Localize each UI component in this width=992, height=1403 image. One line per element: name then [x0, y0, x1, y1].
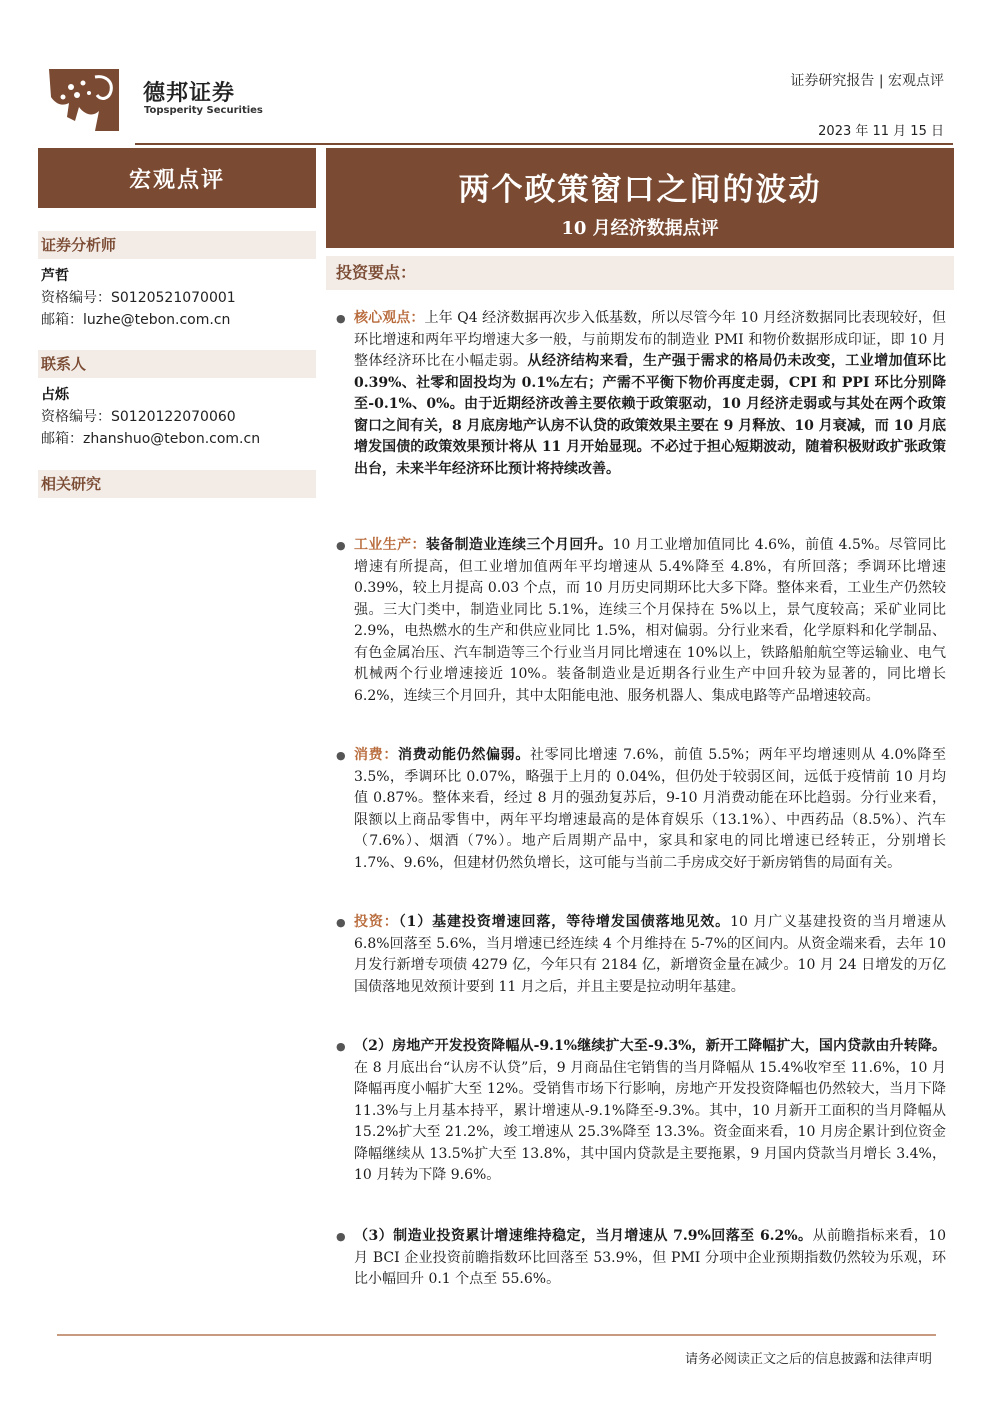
title-banner: [326, 148, 954, 248]
paragraph-investment-realestate: [336, 1036, 946, 1187]
report-subtitle: 10 月经济数据点评: [561, 218, 719, 239]
footer-divider: [57, 1334, 936, 1336]
contact-cert: 资格编号：S0120122070060: [41, 409, 236, 425]
bullet-icon: ●: [336, 749, 346, 762]
paragraph-bold: （1）基建投资增速回落，等待增发国债落地见效。: [398, 914, 731, 930]
paragraph-label: 工业生产：: [354, 537, 426, 553]
paragraph-label: 投资：: [354, 914, 399, 930]
paragraph-investment-manufacturing: [336, 1226, 946, 1291]
report-title: 两个政策窗口之间的波动: [458, 172, 822, 208]
paragraph-bold: （3）制造业投资累计增速维持稳定，当月增速从 7.9%回落至 6.2%。: [354, 1228, 813, 1244]
contact-heading: 联系人: [38, 350, 316, 378]
paragraph-text: 10 月工业增加值同比 4.6%，前值 4.5%。尽管同比增速有所提高，但工业增加值两年平均增速从 5.4%降至 4.8%，有所回落；季调环比增速 0.39%，较上月提高 0.03 个点，而 10 月历史同期环比大多下降。整体来看，工业生产仍然较强。三大门类中，制造业同比 5.1%，连续三个月保持在 5%以上，景气度较高；采矿业同比 2.9%，电热燃水的生产和供应业同比 1.5%，相对偏弱。分行业来看，化学原料和化学制品、有色金属冶压、汽车制造等三个行业当月同比增速在 10%以上，铁路船舶航空等运输业、电气机械两个行业增速接近 10%。装备制造业是近期各行业生产中回升较为显著的，同比增长 6.2%，连续三个月回升，其中太阳能电池、服务机器人、集成电路等产品增速较高。: [354, 537, 947, 704]
paragraph-bold: （2）房地产开发投资降幅从-9.1%继续扩大至-9.3%，新开工降幅扩大，国内贷款由升转降。: [354, 1038, 946, 1054]
paragraph-text: 在 8 月底出台“认房不认贷”后，9 月商品住宅销售的当月降幅从 15.4%收窄至 11.6%，10 月降幅再度小幅扩大至 12%。受销售市场下行影响，房地产开发投资降幅也仍然较大，当月下降 11.3%与上月基本持平，累计增速从-9.1%降至-9.3%。其中，10 月新开工面积的当月降幅从 15.2%扩大至 21.2%，竣工增速从 25.3%降至 13.3%。资金面来看，10 月房企累计到位资金降幅继续从 13.5%扩大至 13.8%，其中国内贷款是主要拖累，9 月国内贷款当月增长 3.4%，10 月转为下降 9.6%。: [354, 1059, 946, 1183]
paragraph-text: 10 月广义基建投资的当月增速从 6.8%回落至 5.6%，当月增速已经连续 4 个月维持在 5-7%的区间内。从资金端来看，去年 10 月发行新增专项债 4279 亿，今年只有 2184 亿，新增资金量在减少。10 月 24 日增发的万亿国债落地见效预计要到 11 月之后，并且主要是拉动明年基建。: [354, 914, 947, 995]
analyst-cert: 资格编号：S0120521070001: [41, 290, 236, 306]
bullet-icon: ●: [336, 539, 346, 552]
analyst-email[interactable]: 邮箱：luzhe@tebon.com.cn: [41, 312, 231, 328]
paragraph-text: 社零同比增速 7.6%，前值 5.5%；两年平均增速则从 4.0%降至 3.5%，季调环比 0.07%，略强于上月的 0.04%，但仍处于较弱区间，远低于疫情前 10 月均值 0.87%。整体来看，经过 8 月的强劲复苏后，9-10 月消费动能在环比趋弱。分行业来看，限额以上商品零售中，两年平均增速最高的是体育娱乐（13.1%）、中西药品（8.5%）、汽车（7.6%）、烟酒（7%）。地产后周期产品中，家具和家电的同比增速已经转正，分别增长 1.7%、9.6%，但建材仍然负增长，这可能与当前二手房成交好于新房销售的局面有关。: [354, 747, 946, 871]
contact-email[interactable]: 邮箱：zhanshuo@tebon.com.cn: [41, 431, 261, 447]
bullet-icon: ●: [336, 312, 346, 325]
paragraph-text: 从前瞻指标来看，10 月 BCI 企业投资前瞻指数环比回落至 53.9%，但 PMI 分项中企业预期指数仍然较为乐观，环比小幅回升 0.1 个点至 55.6%。: [354, 1228, 946, 1287]
related-research-heading: 相关研究: [38, 470, 316, 498]
paragraph-consumption: [336, 745, 946, 874]
bullet-icon: ●: [336, 1040, 346, 1053]
contact-name: 占烁: [41, 387, 69, 403]
paragraph-bold: 消费动能仍然偏弱。: [398, 747, 530, 763]
paragraph-label: 消费：: [354, 747, 398, 763]
paragraph-text: 上年 Q4 经济数据再次步入低基数，所以尽管今年 10 月经济数据同比表现较好，但环比增速和两年平均增速大多一般，与前期发布的制造业 PMI 和物价数据形成印证，即 10 月整体经济环比在小幅走弱。: [354, 310, 947, 369]
footer-disclaimer: 请务必阅读正文之后的信息披露和法律声明: [684, 1352, 932, 1367]
company-logo: [45, 67, 123, 134]
sidebar-banner: 宏观点评: [38, 148, 316, 208]
paragraph-industry: [336, 535, 947, 707]
paragraph-bold: 装备制造业连续三个月回升。: [425, 537, 613, 553]
report-date: 2023 年 11 月 15 日: [818, 124, 944, 139]
report-type: 证券研究报告 | 宏观点评: [790, 73, 944, 89]
brand-name-cn: 德邦证券: [143, 81, 236, 106]
bullet-icon: ●: [336, 1230, 346, 1243]
key-points-heading: 投资要点：: [326, 256, 954, 290]
analyst-name: 芦哲: [41, 268, 69, 284]
paragraph-core-view: [336, 308, 947, 480]
header-divider: [135, 143, 953, 145]
paragraph-label: 核心观点：: [354, 310, 425, 326]
brand-name-en: Topsperity Securities: [144, 105, 263, 116]
bullet-icon: ●: [336, 916, 346, 929]
paragraph-investment-infra: [336, 912, 947, 998]
analyst-heading: 证券分析师: [38, 231, 316, 259]
paragraph-bold: 从经济结构来看，生产强于需求的格局仍未改变，工业增加值环比 0.39%、社零和固投均为 0.1%左右；产需不平衡下物价再度走弱，CPI 和 PPI 环比分别降至-0.1%、0%。由于近期经济改善主要依赖于政策驱动，10 月经济走弱或与其处在两个政策窗口之间有关，8 月底房地产认房不认贷的政策效果主要在 9 月释放、10 月衰减，而 10 月底增发国债的政策效果预计将从 11 月开始显现。不必过于担心短期波动，随着积极财政扩张政策出台，未来半年经济环比预计将持续改善。: [354, 353, 947, 477]
